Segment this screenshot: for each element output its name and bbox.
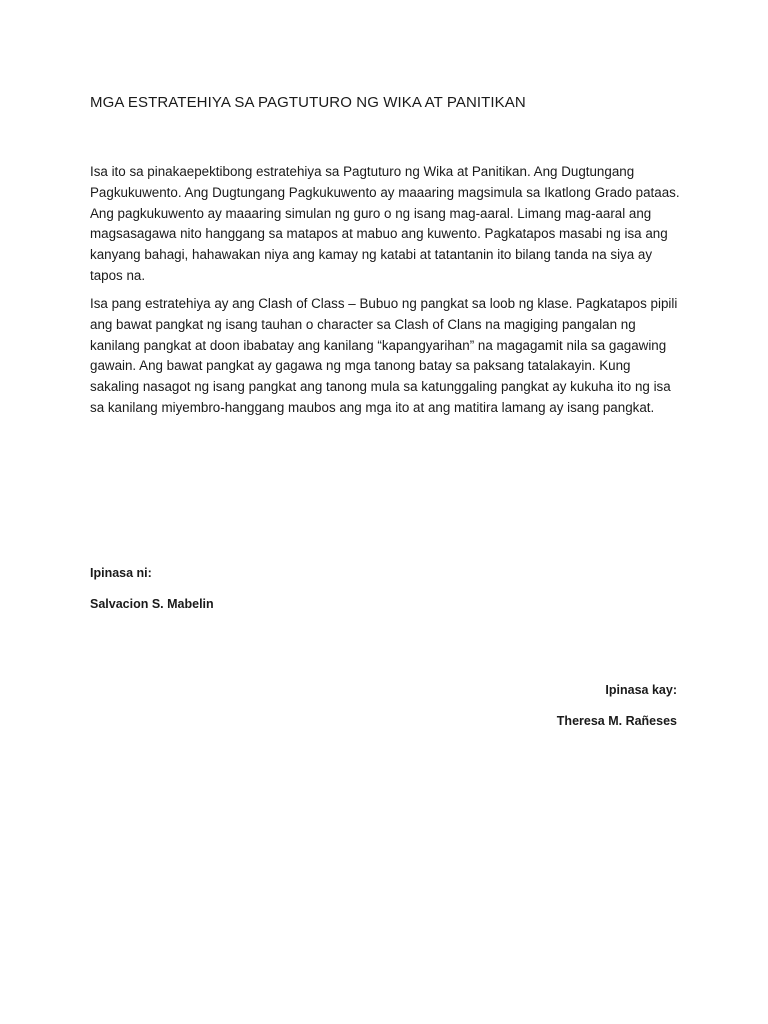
submitted-to-label: Ipinasa kay: — [605, 683, 677, 697]
submitted-by-name: Salvacion S. Mabelin — [90, 597, 214, 611]
document-title: MGA ESTRATEHIYA SA PAGTUTURO NG WIKA AT PANITIKAN — [90, 94, 526, 111]
submitted-by-label: Ipinasa ni: — [90, 566, 152, 580]
submitted-to-name: Theresa M. Rañeses — [556, 714, 677, 728]
paragraph-clash-of-class: Isa pang estratehiya ay ang Clash of Class – Bubuo ng pangkat sa loob ng klase. Pagkatapos pipili ang bawat pangkat ng isang tauhan o character sa Clash of Clans na magiging pangalan ng kanilang pangkat at doon ibabatay ang kanilang “kapangyarihan” na magagamit nila sa gagawing gawain. Ang bawat pangkat ay gagawa ng mga tanong batay sa paksang tatalakayin. Kung sakaling nasagot ng isang pangkat ang tanong mula sa katunggaling pangkat ay kukuha ito ng isa sa kanilang miyembro-hanggang maubos ang mga ito at ang matitira lamang ay isang pangkat. — [90, 296, 678, 415]
paragraph-dugtungang-pagkukuwento: Isa ito sa pinakaepektibong estratehiya sa Pagtuturo ng Wika at Panitikan. Ang Dugtungang Pagkukuwento. Ang Dugtungang Pagkukuwento ay maaaring magsimula sa Ikatlong Grado pataas. Ang pagkukuwento ay maaaring simulan ng guro o ng isang mag-aaral. Limang mag-aaral ang magsasagawa nito hanggang sa matapos at mabuo ang kuwento. Pagkatapos masabi ng isa ang kanyang bahagi, hahawakan niya ang kamay ng katabi at tatantanin ito bilang tanda na siya ay tapos na. — [90, 164, 680, 283]
